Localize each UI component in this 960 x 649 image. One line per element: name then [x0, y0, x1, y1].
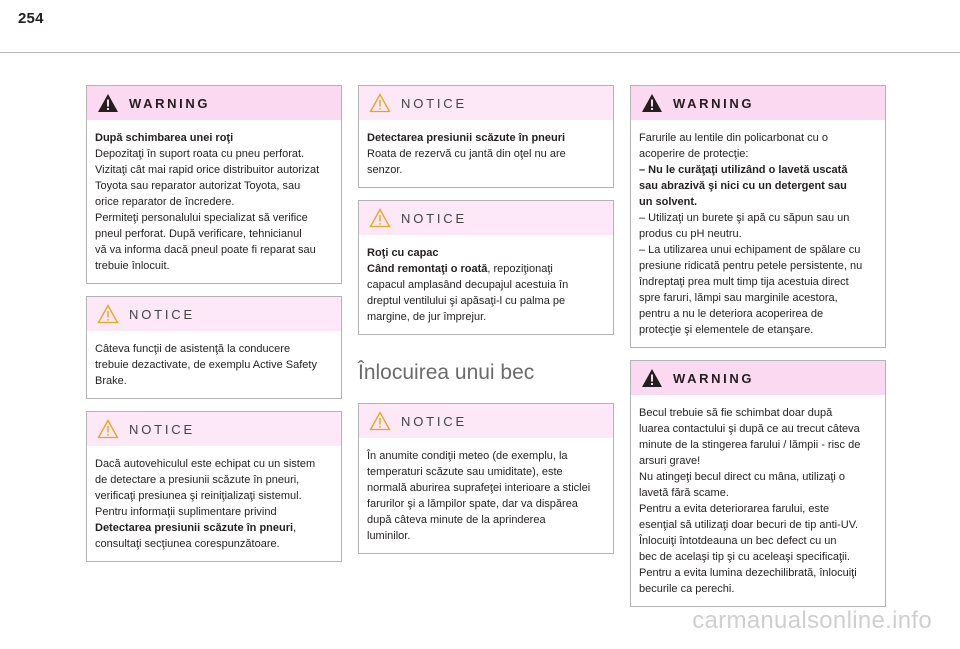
text-line: protecţie şi elementele de etanşare.: [639, 324, 814, 336]
box-heading: Roţi cu capac: [367, 247, 439, 259]
cross-reference: Detectarea presiunii scăzute în pneuri: [95, 522, 294, 534]
text-line: produs cu pH neutru.: [639, 228, 742, 240]
text-line: luminilor.: [367, 530, 411, 542]
text-line: Dacă autovehiculul este echipat cu un sistem: [95, 458, 316, 470]
text-line: pentru a nu le deteriora acoperirea de: [639, 308, 824, 320]
notice-box-wheel-cap: [358, 200, 614, 335]
warning-box-bulb-replacement: [630, 360, 886, 607]
notice-body: [359, 120, 613, 187]
warning-header: [631, 86, 885, 120]
text-line: minute de la stingerea farului / lămpii - risc de: [639, 439, 861, 451]
text-line: arsuri grave!: [639, 455, 701, 467]
warning-title: WARNING: [673, 370, 755, 386]
notice-title: NOTICE: [129, 421, 195, 437]
text-line: [95, 520, 333, 536]
text-line: – Utilizaţi un burete şi apă cu săpun sau un: [639, 212, 850, 224]
notice-triangle-icon: [97, 304, 119, 324]
text-line: de detectare a presiunii scăzute în pneuri,: [95, 474, 300, 486]
warning-body: [631, 395, 885, 606]
column-3: [630, 85, 886, 619]
text-line: [367, 261, 605, 277]
column-2: [358, 85, 614, 566]
notice-title: NOTICE: [401, 210, 467, 226]
warning-title: WARNING: [129, 95, 211, 111]
text-line: lavetă fără scame.: [639, 487, 729, 499]
text-line: Becul trebuie să fie schimbat doar după: [639, 407, 833, 419]
text-line: Brake.: [95, 375, 127, 387]
notice-box-driving-assistance: [86, 296, 342, 399]
text-line: pneul perforat. După verificare, tehnicianul: [95, 228, 302, 240]
notice-title: NOTICE: [129, 306, 195, 322]
notice-header: [359, 404, 613, 438]
text-line: farurilor şi a lămpilor spate, dar va dispărea: [367, 498, 578, 510]
notice-title: NOTICE: [401, 413, 467, 429]
text-line: îndreptaţi prea mult timp tija acestuia direct: [639, 276, 849, 288]
notice-header: [87, 297, 341, 331]
notice-header: [87, 412, 341, 446]
text-line: spre faruri, lămpi sau marginile acestora,: [639, 292, 838, 304]
notice-header: [359, 201, 613, 235]
watermark: carmanualsonline.info: [692, 607, 932, 634]
top-divider: [0, 52, 960, 53]
notice-body: [359, 438, 613, 553]
page-number: 254: [18, 10, 44, 27]
text-line: bec de acelaşi tip şi cu aceleaşi specificaţii.: [639, 551, 850, 563]
bold-lead: Când remontaţi o roată: [367, 263, 488, 275]
text-line: Înlocuiţi întotdeauna un bec defect cu un: [639, 535, 837, 547]
text-line: Pentru a evita deteriorarea farului, este: [639, 503, 830, 515]
notice-box-condensation: [358, 403, 614, 554]
column-1: [86, 85, 342, 574]
text-line: Depozitaţi în suport roata cu pneu perforat.: [95, 148, 305, 160]
text-line: Pentru informaţii suplimentare privind: [95, 506, 277, 518]
text-line: Pentru a evita lumina dezechilibrată, înlocuiţi: [639, 567, 857, 579]
notice-body: [87, 331, 341, 398]
text-line: margine, de jur împrejur.: [367, 311, 487, 323]
warning-box-headlamp-lenses: [630, 85, 886, 348]
warning-body: [87, 120, 341, 283]
bold-line: – Nu le curăţaţi utilizând o lavetă uscată: [639, 164, 848, 176]
notice-triangle-icon: [369, 208, 391, 228]
text-line: becurile ca perechi.: [639, 583, 735, 595]
text-line: Câteva funcţii de asistenţă la conducere: [95, 343, 291, 355]
notice-body: [359, 235, 613, 334]
warning-body: [631, 120, 885, 347]
text-line: – La utilizarea unui echipament de spălare cu: [639, 244, 861, 256]
text-line: Toyota sau reparator autorizat Toyota, sau: [95, 180, 301, 192]
warning-title: WARNING: [673, 95, 755, 111]
text-line: trebuie înlocuit.: [95, 260, 170, 272]
text-line: luarea contactului şi după ce au trecut câteva: [639, 423, 860, 435]
text-line: senzor.: [367, 164, 403, 176]
warning-header: [87, 86, 341, 120]
text-line: dreptul ventilului şi apăsaţi-l cu palma pe: [367, 295, 566, 307]
warning-triangle-icon: [641, 368, 663, 388]
bold-line: sau abrazivă şi nici cu un detergent sau: [639, 180, 847, 192]
notice-title: NOTICE: [401, 95, 467, 111]
text-fragment: , repoziţionaţi: [487, 263, 553, 275]
warning-triangle-icon: [641, 93, 663, 113]
text-line: Permiteţi personalului specializat să verifice: [95, 212, 308, 224]
notice-triangle-icon: [97, 419, 119, 439]
text-line: trebuie dezactivate, de exemplu Active Safety: [95, 359, 317, 371]
box-heading: După schimbarea unei roţi: [95, 132, 234, 144]
text-line: verificaţi presiunea şi reiniţializaţi sistemul.: [95, 490, 302, 502]
text-line: presiune ridicată pentru petele persistente, nu: [639, 260, 863, 272]
notice-triangle-icon: [369, 411, 391, 431]
text-line: temperaturi scăzute sau umiditate), este: [367, 466, 563, 478]
text-line: după câteva minute de la aprinderea: [367, 514, 546, 526]
section-title: Înlocuirea unui bec: [358, 361, 535, 384]
text-line: Farurile au lentile din policarbonat cu o: [639, 132, 828, 144]
warning-triangle-icon: [97, 93, 119, 113]
text-line: orice reparator de încredere.: [95, 196, 235, 208]
notice-triangle-icon: [369, 93, 391, 113]
text-line: În anumite condiţii meteo (de exemplu, la: [367, 450, 568, 462]
bold-line: un solvent.: [639, 196, 698, 208]
notice-box-spare-wheel: [358, 85, 614, 188]
text-line: Nu atingeţi becul direct cu mâna, utilizaţi o: [639, 471, 846, 483]
notice-header: [359, 86, 613, 120]
text-line: Vizitaţi cât mai rapid orice distribuitor autorizat: [95, 164, 320, 176]
box-heading: Detectarea presiunii scăzute în pneuri: [367, 132, 566, 144]
text-line: vă va informa dacă pneul poate fi reparat sau: [95, 244, 316, 256]
text-line: esenţial să utilizaţi doar becuri de tip anti-UV.: [639, 519, 859, 531]
notice-box-pressure-system: [86, 411, 342, 562]
text-line: acoperire de protecţie:: [639, 148, 749, 160]
warning-box-wheel-change: [86, 85, 342, 284]
notice-body: [87, 446, 341, 561]
warning-header: [631, 361, 885, 395]
text-line: normală aburirea suprafeţei interioare a sticlei: [367, 482, 591, 494]
text-fragment: ,: [293, 522, 297, 534]
text-line: consultaţi secţiunea corespunzătoare.: [95, 538, 280, 550]
text-line: Roata de rezervă cu jantă din oţel nu are: [367, 148, 566, 160]
text-line: capacul amplasând decupajul acestuia în: [367, 279, 569, 291]
